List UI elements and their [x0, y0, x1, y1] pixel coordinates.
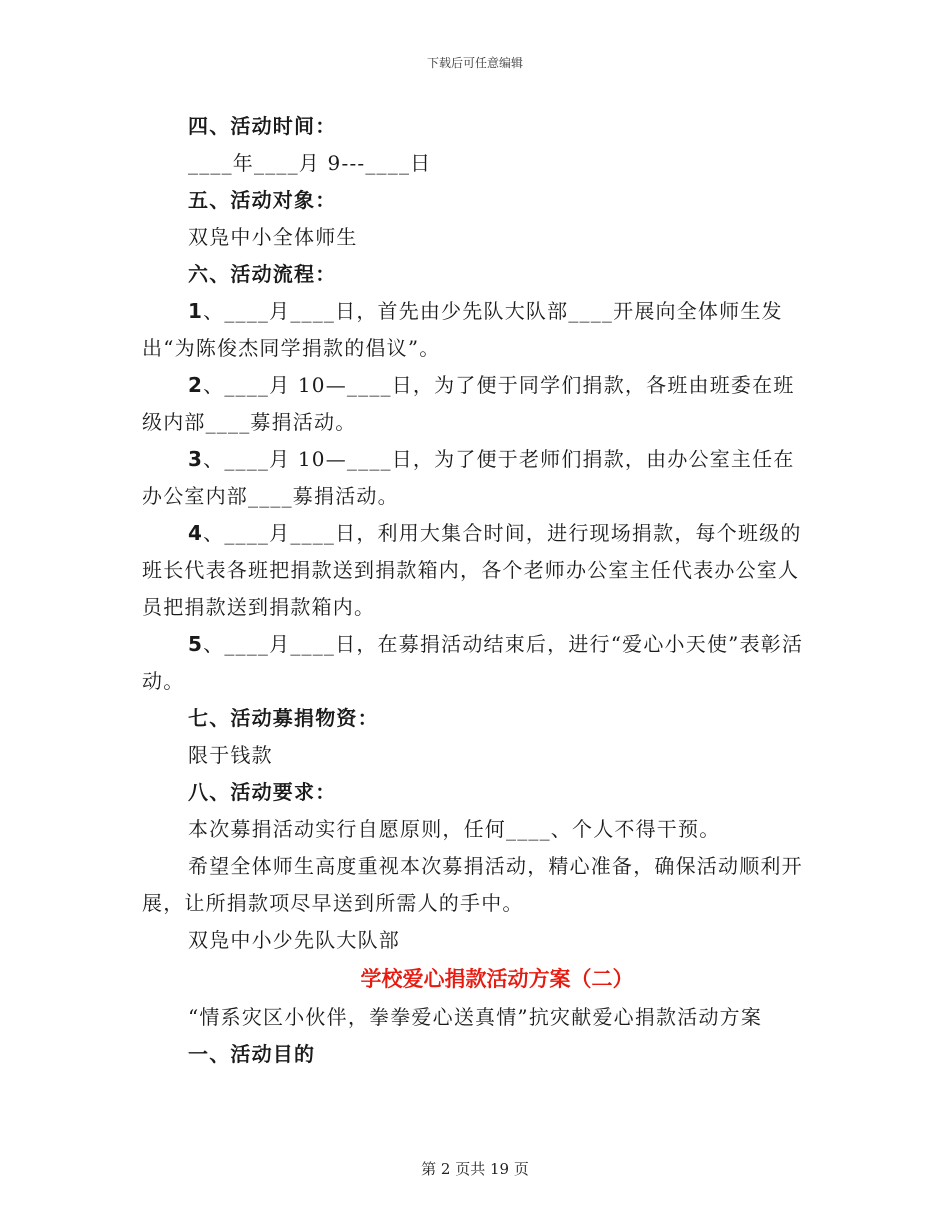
section-heading-goal: 一、活动目的	[188, 1042, 316, 1066]
time-text: ____年____月 9---____日	[188, 151, 432, 175]
flow-item-3	[142, 441, 812, 515]
flow-item-text: 、____月 10—____日，为了便于同学们捐款，各班由班委在班级内部____募捐活动。	[142, 373, 795, 434]
plan-title: 学校爱心捐款活动方案（二）	[360, 967, 634, 991]
page-header: 下载后可任意编辑	[426, 56, 523, 70]
section-heading-flow: 六、活动流程：	[188, 262, 337, 286]
flow-item-4	[142, 515, 812, 626]
flow-item-text: 、____月____日，首先由少先队大队部____开展向全体师生发出“为陈俊杰同学捐款的倡议”。	[142, 299, 783, 360]
flow-item-5	[142, 626, 812, 700]
section-heading-target: 五、活动对象：	[188, 188, 337, 212]
flow-item-2	[142, 367, 812, 441]
signature: 双凫中小少先队大队部	[188, 928, 400, 952]
page-footer: 第 2 页共 19 页	[421, 1160, 529, 1178]
requirements-paragraph-1: 本次募捐活动实行自愿原则，任何____、个人不得干预。	[188, 817, 721, 841]
materials-text: 限于钱款	[188, 743, 273, 767]
section-heading-time: 四、活动时间：	[188, 114, 337, 138]
plan-subtitle: “情系灾区小伙伴，拳拳爱心送真情”抗灾献爱心捐款活动方案	[188, 1005, 763, 1029]
section-heading-materials: 七、活动募捐物资：	[188, 706, 379, 730]
flow-item-number: 3	[188, 447, 204, 471]
flow-item-number: 5	[188, 632, 204, 656]
flow-item-text: 、____月____日，利用大集合时间，进行现场捐款，每个班级的班长代表各班把捐款送到捐款箱内，各个老师办公室主任代表办公室人员把捐款送到捐款箱内。	[142, 521, 802, 619]
flow-item-text: 、____月 10—____日，为了便于老师们捐款，由办公室主任在办公室内部____募捐活动。	[142, 447, 795, 508]
flow-item-number: 1	[188, 299, 204, 323]
document-body	[142, 108, 812, 1073]
flow-item-text: 、____月____日，在募捐活动结束后，进行“爱心小天使”表彰活动。	[142, 632, 804, 693]
flow-item-number: 4	[188, 521, 204, 545]
section-heading-requirements: 八、活动要求：	[188, 780, 337, 804]
requirements-paragraph-2: 希望全体师生高度重视本次募捐活动，精心准备，确保活动顺利开展，让所捐款项尽早送到所需人的手中。	[142, 854, 803, 915]
target-text: 双凫中小全体师生	[188, 225, 358, 249]
flow-item-1	[142, 293, 812, 367]
flow-item-number: 2	[188, 373, 204, 397]
